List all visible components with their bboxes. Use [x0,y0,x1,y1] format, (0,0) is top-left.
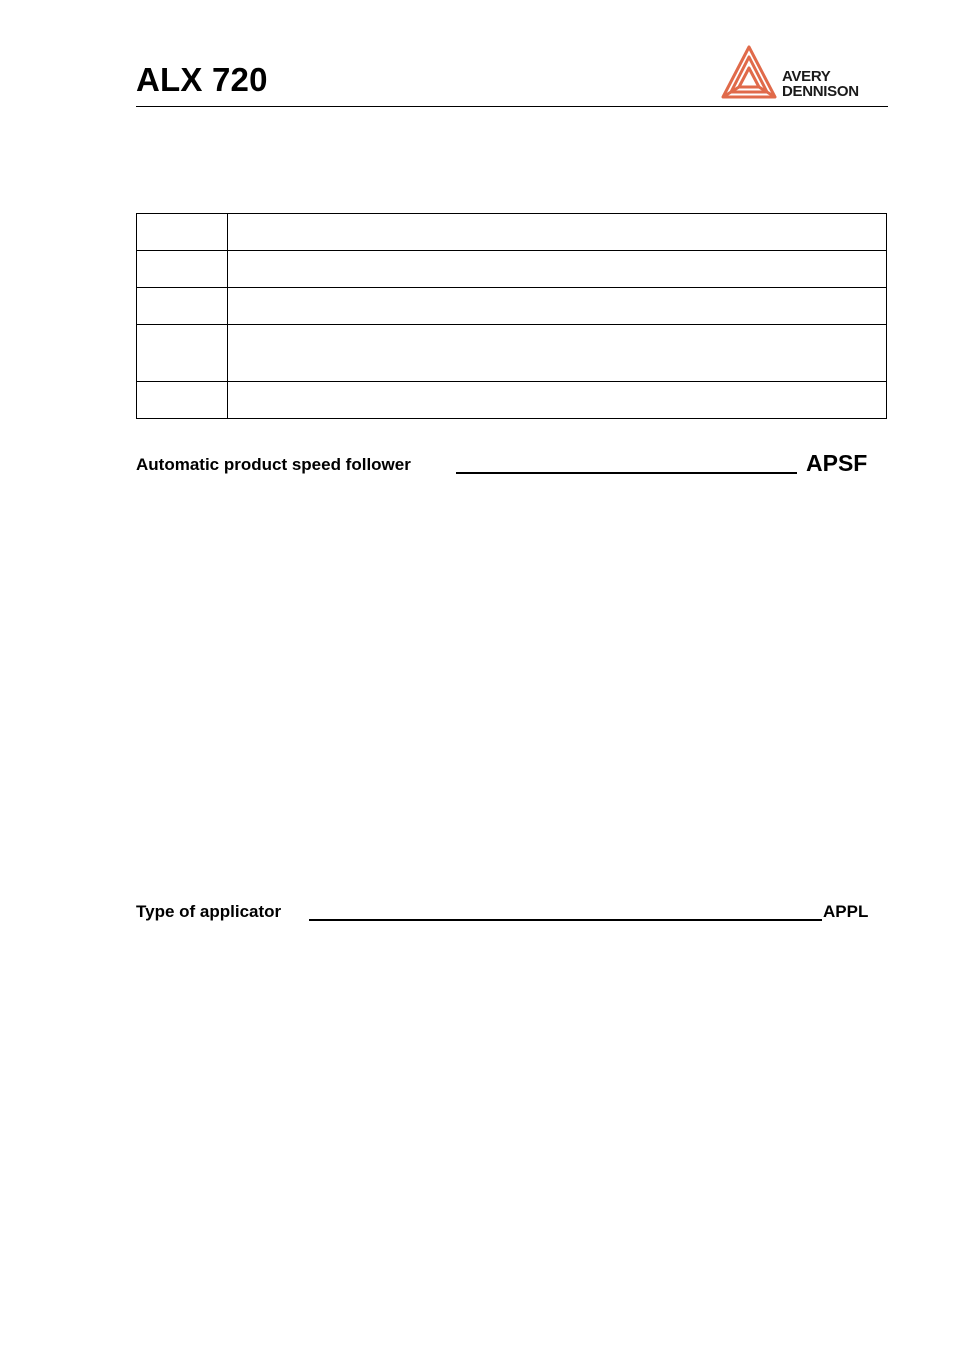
table-cell [228,214,887,251]
table-cell [137,288,228,325]
appl-leader-line [309,919,822,921]
page-title: ALX 720 [136,61,268,98]
table-cell [137,382,228,419]
table-row [137,214,887,251]
table-row [137,251,887,288]
table-cell [137,251,228,288]
appl-code: APPL [823,902,869,921]
logo-line-2: DENNISON [782,83,859,100]
table-row [137,382,887,419]
table-cell [228,251,887,288]
parameter-table [136,213,887,419]
apsf-leader-line [456,472,797,474]
logo-line-1: AVERY [782,68,831,85]
table-cell [228,382,887,419]
table-cell [137,325,228,382]
table-cell [228,288,887,325]
apsf-label: Automatic product speed follower [136,455,411,474]
avery-dennison-logo-mark-icon [720,44,778,100]
header-divider [136,106,888,107]
logo-wordmark [782,69,859,99]
apsf-code: APSF [806,450,868,476]
table-cell [137,214,228,251]
table-row [137,325,887,382]
table-cell [228,325,887,382]
appl-label: Type of applicator [136,902,282,921]
table-row [137,288,887,325]
avery-dennison-logo [720,44,890,102]
